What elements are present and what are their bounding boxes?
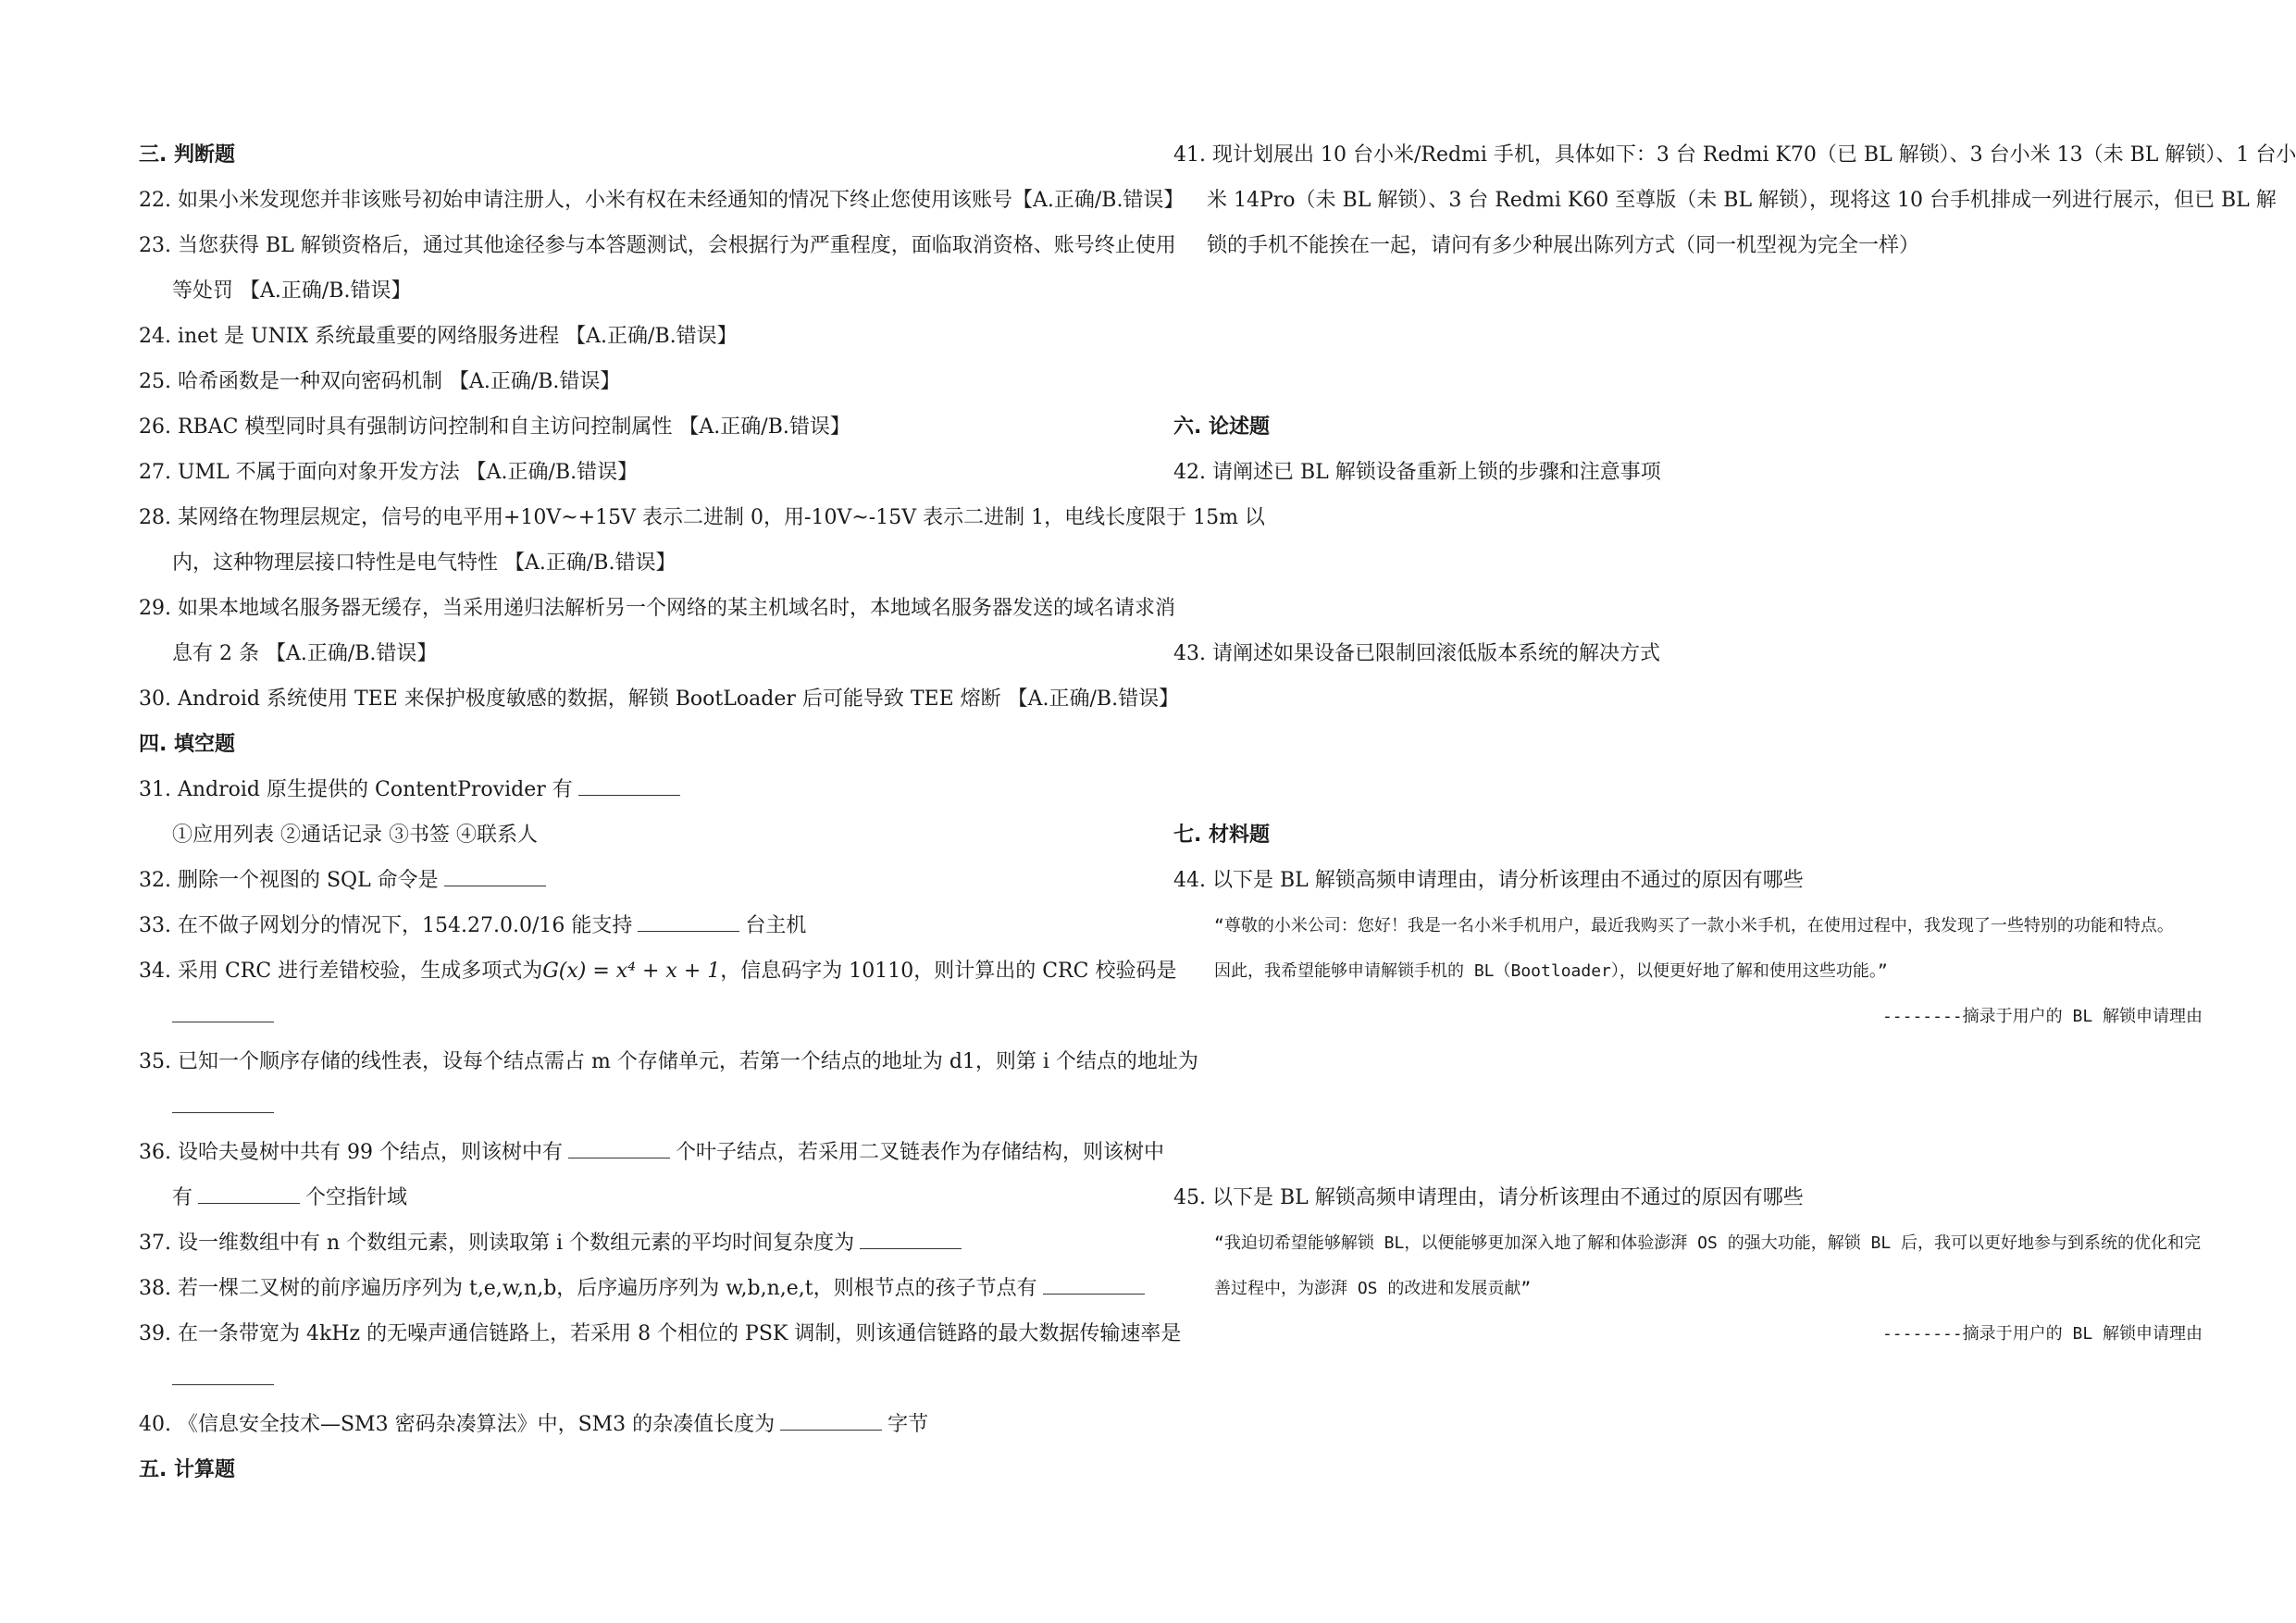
question-27: 27. UML 不属于面向对象开发方法 【A.正确/B.错误】 (139, 461, 639, 484)
question-38-text: 38. 若一棵二叉树的前序遍历序列为 t,e,w,n,b，后序遍历序列为 w,b,n,e,t，则根节点的孩子节点有 (139, 1277, 1037, 1300)
question-32-text: 32. 删除一个视图的 SQL 命令是 (139, 869, 439, 892)
answer-blank (1043, 1273, 1145, 1295)
question-34-suffix: ，信息码字为 10110，则计算出的 CRC 校验码是 (720, 960, 1177, 983)
question-43: 43. 请阐述如果设备已限制回滚低版本系统的解决方式 (1173, 642, 1660, 665)
question-37 (139, 1227, 967, 1260)
answer-blank (172, 1092, 274, 1113)
question-37-text: 37. 设一维数组中有 n 个数组元素，则读取第 i 个数组元素的平均时间复杂度为 (139, 1232, 855, 1255)
question-30: 30. Android 系统使用 TEE 来保护极度敏感的数据，解锁 BootLoader 后可能导致 TEE 熔断 【A.正确/B.错误】 (139, 688, 1180, 711)
question-36-suffix: 个空指针域 (305, 1186, 408, 1209)
question-40 (139, 1408, 928, 1442)
question-39: 39. 在一条带宽为 4kHz 的无噪声通信链路上，若采用 8 个相位的 PSK 调制，则该通信链路的最大数据传输速率是 (139, 1322, 1182, 1345)
question-44-quote-line-2: 因此，我希望能够申请解锁手机的 BL（Bootloader），以便更好地了解和使用这些功能。” (1214, 961, 1888, 981)
question-26: 26. RBAC 模型同时具有强制访问控制和自主访问控制属性 【A.正确/B.错误】 (139, 415, 850, 439)
question-35-answer-line (172, 1091, 279, 1124)
question-24: 24. inet 是 UNIX 系统最重要的网络服务进程 【A.正确/B.错误】 (139, 325, 738, 348)
answer-blank (860, 1228, 962, 1249)
question-33-suffix: 台主机 (745, 914, 807, 937)
question-28-line-2: 内，这种物理层接口特性是电气特性 【A.正确/B.错误】 (172, 551, 676, 575)
question-40-text: 40. 《信息安全技术—SM3 密码杂凑算法》中，SM3 的杂凑值长度为 (139, 1413, 776, 1436)
crc-polynomial: G(x) = x⁴ + x + 1 (542, 960, 721, 983)
question-36-text-2: 有 (172, 1186, 193, 1209)
question-25: 25. 哈希函数是一种双向密码机制 【A.正确/B.错误】 (139, 370, 621, 393)
question-40-suffix: 字节 (887, 1413, 929, 1436)
question-36-middle: 个叶子结点，若采用二叉链表作为存储结构，则该树中 (675, 1141, 1164, 1164)
question-33-text: 33. 在不做子网划分的情况下，154.27.0.0/16 能支持 (139, 914, 633, 937)
question-34 (139, 955, 1176, 988)
question-36-line-2 (172, 1182, 407, 1215)
question-31-options: ①应用列表 ②通话记录 ③书签 ④联系人 (172, 824, 538, 847)
question-31 (139, 774, 686, 807)
question-45-quote-line-1: “我迫切希望能够解锁 BL，以便能够更加深入地了解和体验澎湃 OS 的强大功能，解锁 BL 后，我可以更好地参与到系统的优化和完 (1214, 1233, 2202, 1253)
question-41-line-1: 41. 现计划展出 10 台小米/Redmi 手机，具体如下：3 台 Redmi K70（已 BL 解锁）、3 台小米 13（未 BL 解锁）、1 台小 (1173, 143, 2296, 167)
section-calculation-heading: 五. 计算题 (139, 1458, 236, 1481)
question-31-text: 31. Android 原生提供的 ContentProvider 有 (139, 778, 573, 801)
question-45-quote-line-2: 善过程中，为澎湃 OS 的改进和发展贡献” (1214, 1279, 1532, 1298)
question-44-attribution: --------摘录于用户的 BL 解锁申请理由 (1881, 1007, 2203, 1026)
question-35: 35. 已知一个顺序存储的线性表，设每个结点需占 m 个存储单元，若第一个结点的地址为 d1，则第 i 个结点的地址为 (139, 1050, 1198, 1073)
answer-blank (568, 1137, 670, 1158)
question-23-line-2: 等处罚 【A.正确/B.错误】 (172, 279, 412, 303)
section-material-heading: 七. 材料题 (1173, 824, 1271, 847)
answer-blank (638, 911, 739, 932)
section-true-false-heading: 三. 判断题 (139, 143, 236, 167)
section-fill-blank-heading: 四. 填空题 (139, 733, 236, 756)
question-41-line-2: 米 14Pro（未 BL 解锁）、3 台 Redmi K60 至尊版（未 BL 解锁），现将这 10 台手机排成一列进行展示，但已 BL 解 (1207, 189, 2277, 212)
question-28-line-1: 28. 某网络在物理层规定，信号的电平用+10V~+15V 表示二进制 0，用-10V~-15V 表示二进制 1，电线长度限于 15m 以 (139, 506, 1265, 529)
question-44: 44. 以下是 BL 解锁高频申请理由，请分析该理由不通过的原因有哪些 (1173, 869, 1804, 892)
question-36-text: 36. 设哈夫曼树中共有 99 个结点，则该树中有 (139, 1141, 563, 1164)
question-39-answer-line (172, 1363, 279, 1396)
question-34-answer-line (172, 1000, 279, 1034)
question-38 (139, 1272, 1150, 1306)
question-33 (139, 910, 806, 943)
question-44-quote-line-1: “尊敬的小米公司：您好！我是一名小米手机用户，最近我购买了一款小米手机，在使用过程中，我发现了一些特别的功能和特点。 (1214, 916, 2174, 935)
question-45: 45. 以下是 BL 解锁高频申请理由，请分析该理由不通过的原因有哪些 (1173, 1186, 1804, 1209)
question-42: 42. 请阐述已 BL 解锁设备重新上锁的步骤和注意事项 (1173, 461, 1661, 484)
question-23-line-1: 23. 当您获得 BL 解锁资格后，通过其他途径参与本答题测试，会根据行为严重程度，面临取消资格、账号终止使用 (139, 234, 1176, 257)
question-45-attribution: --------摘录于用户的 BL 解锁申请理由 (1881, 1324, 2203, 1344)
section-essay-heading: 六. 论述题 (1173, 415, 1271, 439)
answer-blank (578, 774, 680, 796)
question-29-line-1: 29. 如果本地域名服务器无缓存，当采用递归法解析另一个网络的某主机域名时，本地域名服务器发送的域名请求消 (139, 597, 1175, 620)
question-36-line-1 (139, 1136, 1164, 1170)
question-22: 22. 如果小米发现您并非该账号初始申请注册人，小米有权在未经通知的情况下终止您使用该账号【A.正确/B.错误】 (139, 189, 1185, 212)
question-29-line-2: 息有 2 条 【A.正确/B.错误】 (172, 642, 438, 665)
question-41-line-3: 锁的手机不能挨在一起，请问有多少种展出陈列方式（同一机型视为完全一样） (1207, 234, 1920, 257)
answer-blank (444, 865, 546, 886)
answer-blank (172, 1001, 274, 1022)
answer-blank (172, 1364, 274, 1385)
question-34-text: 34. 采用 CRC 进行差错校验，生成多项式为 (139, 960, 543, 983)
answer-blank (780, 1409, 882, 1431)
answer-blank (198, 1183, 300, 1204)
question-32 (139, 864, 552, 898)
